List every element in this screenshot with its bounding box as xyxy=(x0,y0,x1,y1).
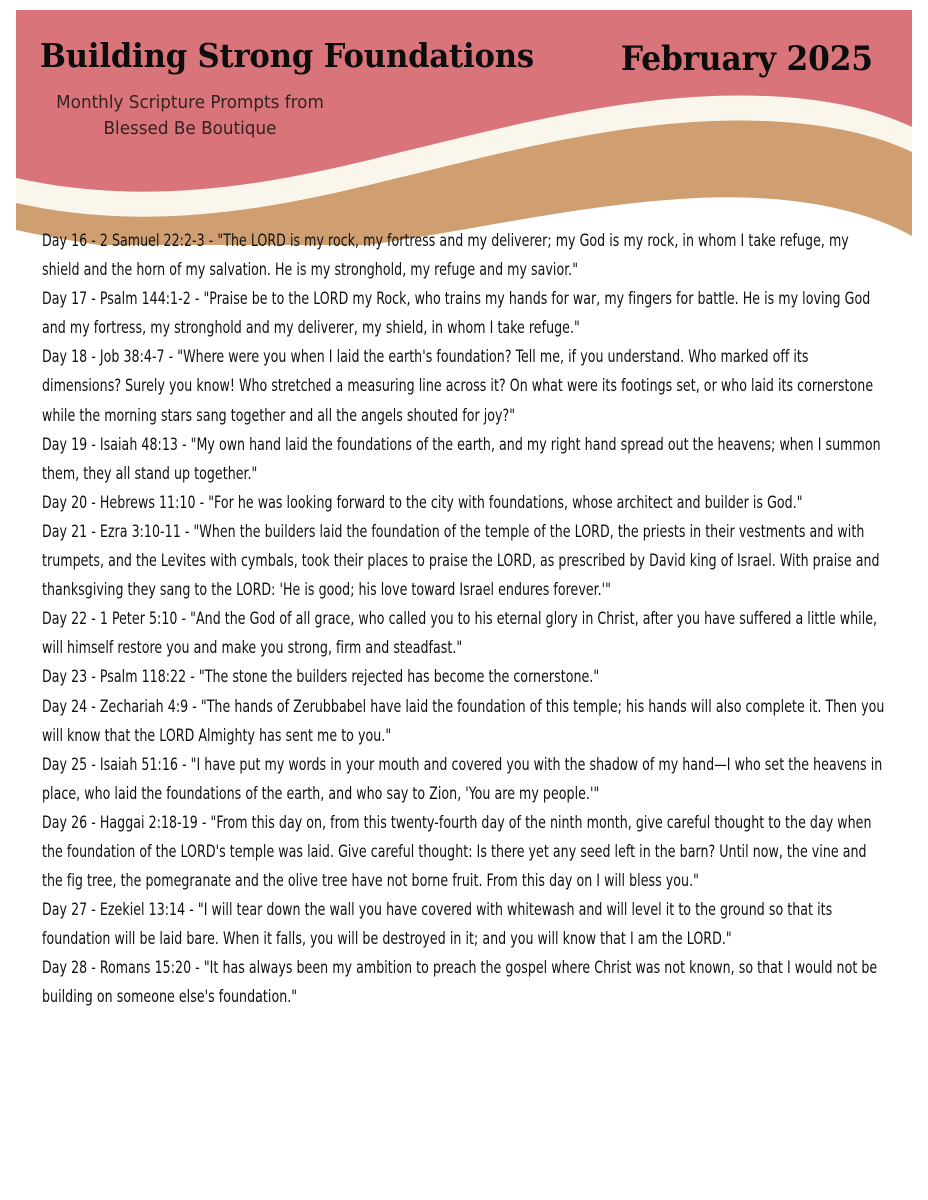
page-title: Building Strong Foundations xyxy=(40,36,535,75)
devotional-entry: Day 27 - Ezekiel 13:14 - "I will tear down the wall you have covered with whitewash and will level it to the ground so that its foundation will be laid bare. When it falls, you will be destroyed in it; and you will know that I am the LORD." xyxy=(42,900,833,949)
devotional-entry: Day 25 - Isaiah 51:16 - "I have put my words in your mouth and covered you with the shadow of my hand—I who set the heavens in place, who laid the foundations of the earth, and who say to Zion, 'You are my people.'" xyxy=(42,754,883,803)
devotional-entry: Day 21 - Ezra 3:10-11 - "When the builders laid the foundation of the temple of the LORD, the priests in their vestments and with trumpets, and the Levites with cymbals, took their places to praise the LORD, as prescribed by David king of Israel. With praise and thanksgiving they sang to the LORD: 'He is good; his love toward Israel endures forever.'" xyxy=(42,521,880,600)
devotional-entry: Day 16 - 2 Samuel 22:2-3 - "The LORD is my rock, my fortress and my deliverer; my God is my rock, in whom I take refuge, my shield and the horn of my salvation. He is my stronghold, my refuge and my savior." xyxy=(42,231,849,280)
header-wave-graphic xyxy=(0,0,928,245)
issue-date: February 2025 xyxy=(621,39,873,79)
devotional-entry: Day 28 - Romans 15:20 - "It has always been my ambition to preach the gospel where Christ was not known, so that I would not be building on someone else's foundation." xyxy=(42,958,878,1007)
subtitle-line-2: Blessed Be Boutique xyxy=(103,119,277,139)
devotional-entry: Day 18 - Job 38:4-7 - "Where were you when I laid the earth's foundation? Tell me, if you understand. Who marked off its dimensions? Surely you know! Who stretched a measuring line across it? On what were its footings set, or who laid its cornerstone while the morning stars sang together and all the angels shouted for joy?" xyxy=(42,347,874,425)
subtitle-line-1: Monthly Scripture Prompts from xyxy=(56,93,324,113)
devotional-entry: Day 20 - Hebrews 11:10 - "For he was looking forward to the city with foundations, whose architect and builder is God." xyxy=(42,492,803,512)
devotional-entry-list xyxy=(42,226,890,1012)
header-banner xyxy=(0,0,928,245)
devotional-entry: Day 17 - Psalm 144:1-2 - "Praise be to the LORD my Rock, who trains my hands for war, my fingers for battle. He is my loving God and my fortress, my stronghold and my deliverer, my shield, in whom I take refuge." xyxy=(42,289,871,338)
devotional-entry: Day 19 - Isaiah 48:13 - "My own hand laid the foundations of the earth, and my right hand spread out the heavens; when I summon them, they all stand up together." xyxy=(42,434,881,483)
devotional-entry: Day 23 - Psalm 118:22 - "The stone the builders rejected has become the cornerstone." xyxy=(42,667,600,687)
devotional-entry: Day 22 - 1 Peter 5:10 - "And the God of all grace, who called you to his eternal glory in Christ, after you have suffered a little while, will himself restore you and make you strong, firm and steadfast." xyxy=(42,609,878,658)
devotional-entry: Day 26 - Haggai 2:18-19 - "From this day on, from this twenty-fourth day of the ninth month, give careful thought to the day when the foundation of the LORD's temple was laid. Give careful thought: Is there yet any seed left in the barn? Until now, the vine and the fig tree, the pomegranate and the olive tree have not borne fruit. From this day on I will bless you." xyxy=(42,812,872,891)
devotional-entry: Day 24 - Zechariah 4:9 - "The hands of Zerubbabel have laid the foundation of this temple; his hands will also complete it. Then you will know that the LORD Almighty has sent me to you." xyxy=(42,696,885,745)
